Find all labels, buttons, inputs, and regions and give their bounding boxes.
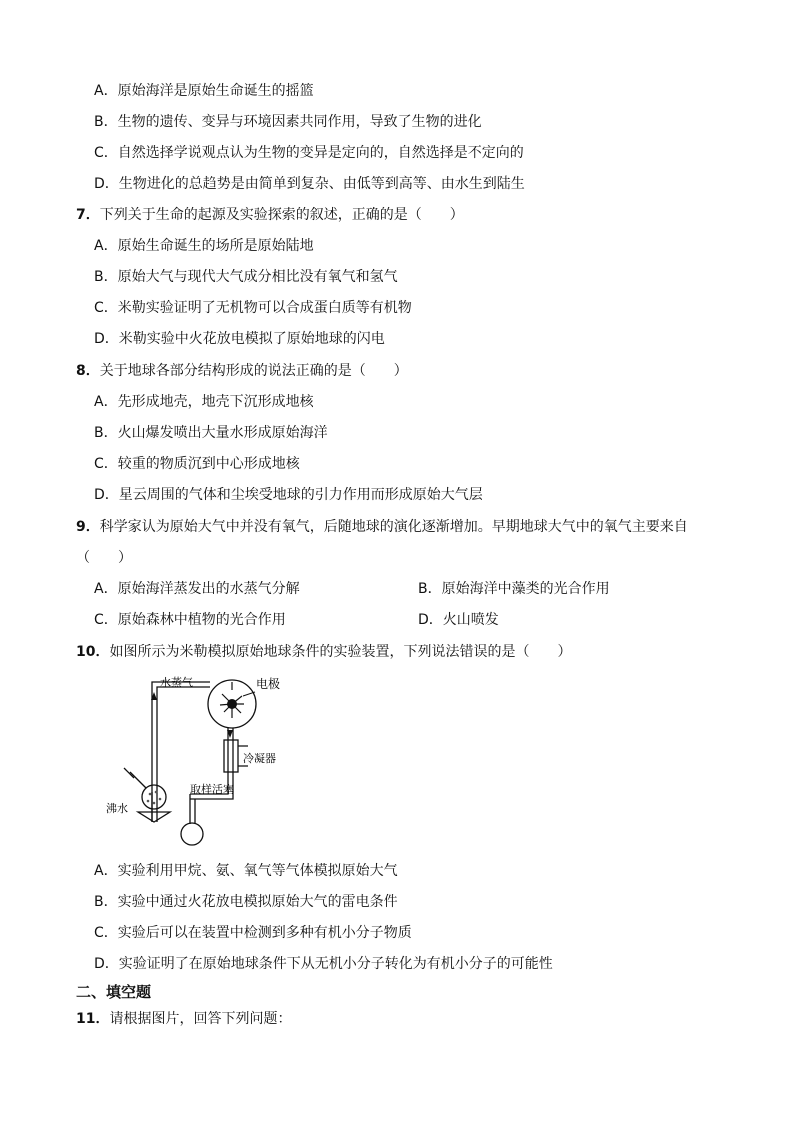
q8-stem-text: 关于地球各部分结构形成的说法正确的是（ ） <box>99 363 408 379</box>
q8-option-b: B．火山爆发喷出大量水形成原始海洋 <box>94 425 328 441</box>
q9-stem-text: 科学家认为原始大气中并没有氧气，后随地球的演化逐渐增加。早期地球大气中的氧气主要来自 <box>99 519 688 535</box>
q9-number: 9． <box>76 519 100 535</box>
q7-stem-text: 下列关于生命的起源及实验探索的叙述，正确的是（ ） <box>99 207 464 223</box>
q11-stem <box>76 1009 291 1029</box>
label-condenser: 冷凝器 <box>243 752 276 765</box>
miller-apparatus-figure <box>106 672 300 852</box>
q7-option-d: D．米勒实验中火花放电模拟了原始地球的闪电 <box>94 331 385 347</box>
q10-number: 10． <box>76 644 110 660</box>
q8-stem <box>76 361 408 381</box>
q9-stem <box>76 517 688 537</box>
q7-option-c: C．米勒实验证明了无机物可以合成蛋白质等有机物 <box>94 300 412 316</box>
section-fill-in-title: 二、填空题 <box>76 983 152 1001</box>
q8-option-a: A．先形成地壳，地壳下沉形成地核 <box>94 394 314 410</box>
q10-stem <box>76 642 571 662</box>
q6-option-a: A．原始海洋是原始生命诞生的摇篮 <box>94 83 314 99</box>
q7-stem <box>76 205 464 225</box>
q8-option-d: D．星云周围的气体和尘埃受地球的引力作用而形成原始大气层 <box>94 487 483 503</box>
q11-number: 11． <box>76 1011 110 1027</box>
q10-option-b: B．实验中通过火花放电模拟原始大气的雷电条件 <box>94 894 398 910</box>
q10-stem-text: 如图所示为米勒模拟原始地球条件的实验装置，下列说法错误的是（ ） <box>109 644 572 660</box>
q9-stem-continued: （ ） <box>76 550 132 566</box>
q9-option-b: B．原始海洋中藻类的光合作用 <box>418 581 610 597</box>
boiling-flask <box>142 785 166 809</box>
label-boiling-water: 沸水 <box>106 802 128 815</box>
q10-option-a: A．实验利用甲烷、氨、氧气等气体模拟原始大气 <box>94 863 398 879</box>
collection-flask <box>181 823 203 845</box>
q7-option-b: B．原始大气与现代大气成分相比没有氧气和氢气 <box>94 269 398 285</box>
q6-option-d: D．生物进化的总趋势是由简单到复杂、由低等到高等、由水生到陆生 <box>94 176 525 192</box>
q7-number: 7． <box>76 207 100 223</box>
q10-option-d: D．实验证明了在原始地球条件下从无机小分子转化为有机小分子的可能性 <box>94 956 553 972</box>
q6-option-c: C．自然选择学说观点认为生物的变异是定向的，自然选择是不定向的 <box>94 145 524 161</box>
q6-option-b: B．生物的遗传、变异与环境因素共同作用，导致了生物的进化 <box>94 114 482 130</box>
q11-stem-text: 请根据图片，回答下列问题： <box>109 1011 292 1027</box>
q9-option-c: C．原始森林中植物的光合作用 <box>94 612 286 628</box>
q10-option-c: C．实验后可以在装置中检测到多种有机小分子物质 <box>94 925 412 941</box>
q9-option-d: D．火山喷发 <box>418 612 499 628</box>
q8-option-c: C．较重的物质沉到中心形成地核 <box>94 456 300 472</box>
q8-number: 8． <box>76 363 100 379</box>
q9-option-a: A．原始海洋蒸发出的水蒸气分解 <box>94 581 300 597</box>
label-electrode: 电极 <box>256 677 281 691</box>
q7-option-a: A．原始生命诞生的场所是原始陆地 <box>94 238 314 254</box>
label-water-vapor: 水蒸气 <box>160 676 193 689</box>
condenser-jacket <box>224 740 238 772</box>
label-sampling-valve: 取样活塞 <box>190 783 234 796</box>
